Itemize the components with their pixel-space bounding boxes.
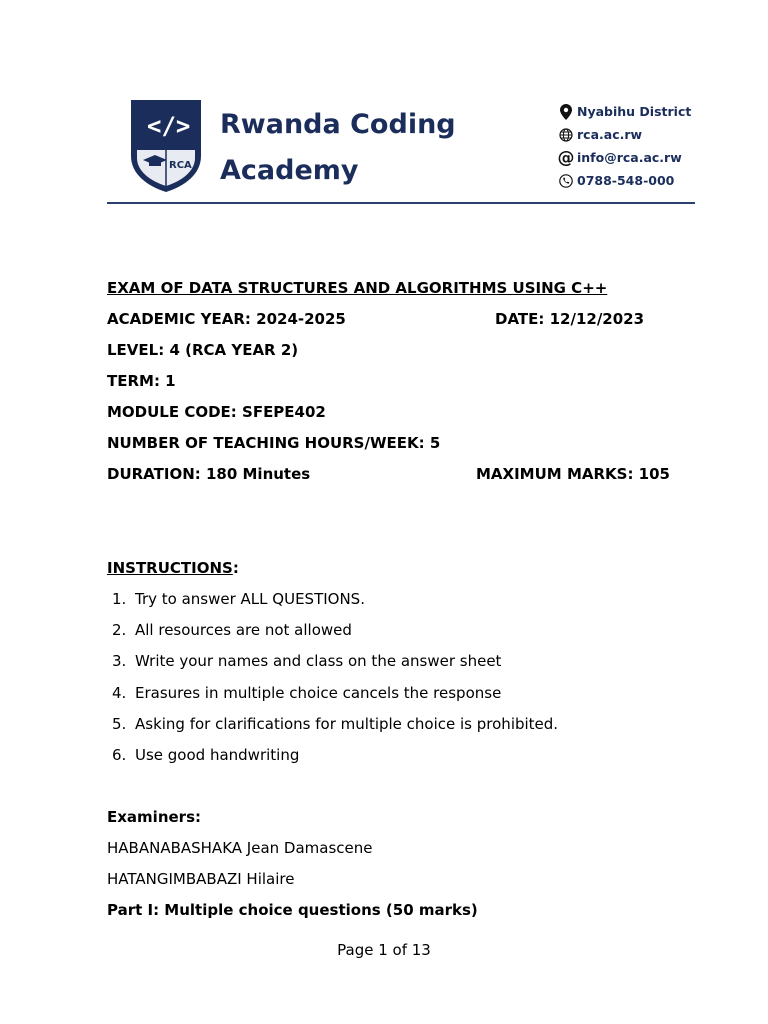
term-row bbox=[107, 370, 697, 401]
instructions-list bbox=[107, 588, 697, 775]
website-text: rca.ac.rw bbox=[577, 127, 643, 142]
list-item: 4. Erasures in multiple choice cancels the response bbox=[112, 683, 502, 702]
instructions-section bbox=[107, 557, 697, 775]
header-divider bbox=[107, 202, 695, 204]
module-code: MODULE CODE: SFEPE402 bbox=[107, 403, 326, 421]
exam-title-row bbox=[107, 277, 697, 308]
email-text: info@rca.ac.rw bbox=[577, 150, 682, 165]
academy-name-line1: Rwanda Coding bbox=[220, 109, 456, 140]
phone-text: 0788-548-000 bbox=[577, 173, 675, 188]
examiner-name: HATANGIMBABAZI Hilaire bbox=[107, 870, 295, 888]
academic-year: ACADEMIC YEAR: 2024-2025 bbox=[107, 310, 346, 328]
examiner-name: HABANABASHAKA Jean Damascene bbox=[107, 839, 373, 857]
maximum-marks: MAXIMUM MARKS: 105 bbox=[476, 465, 670, 483]
list-item: 2. All resources are not allowed bbox=[112, 621, 352, 640]
svg-text:</>: </> bbox=[147, 112, 191, 140]
list-item: 6. Use good handwriting bbox=[112, 745, 300, 764]
academy-name bbox=[220, 102, 480, 194]
examiners-section bbox=[107, 806, 697, 930]
exam-date: DATE: 12/12/2023 bbox=[495, 310, 645, 328]
contact-email bbox=[558, 146, 695, 169]
list-item: 1. Try to answer ALL QUESTIONS. bbox=[112, 590, 365, 608]
exam-title: EXAM OF DATA STRUCTURES AND ALGORITHMS USING C++ bbox=[107, 279, 608, 297]
location-text: Nyabihu District bbox=[577, 104, 692, 119]
contact-block bbox=[558, 100, 695, 192]
contact-phone bbox=[558, 169, 695, 192]
contact-location bbox=[558, 100, 695, 123]
instructions-heading: INSTRUCTIONS: bbox=[107, 559, 239, 577]
globe-icon bbox=[558, 127, 574, 143]
at-sign-icon: @ bbox=[557, 147, 575, 168]
module-code-row bbox=[107, 401, 697, 432]
duration-row bbox=[107, 463, 697, 494]
academic-year-row bbox=[107, 308, 697, 339]
level: LEVEL: 4 (RCA YEAR 2) bbox=[107, 341, 299, 359]
teaching-hours: NUMBER OF TEACHING HOURS/WEEK: 5 bbox=[107, 434, 441, 452]
duration: DURATION: 180 Minutes bbox=[107, 465, 311, 483]
academy-name-line2: Academy bbox=[220, 155, 359, 186]
page-number: Page 1 of 13 bbox=[337, 941, 431, 959]
list-item: 3. Write your names and class on the answer sheet bbox=[112, 652, 502, 671]
teaching-hours-row bbox=[107, 432, 697, 463]
location-pin-icon bbox=[558, 104, 574, 120]
level-row bbox=[107, 339, 697, 370]
list-item: 5. Asking for clarifications for multiple choice is prohibited. bbox=[112, 714, 559, 733]
part-one-heading: Part I: Multiple choice questions (50 marks) bbox=[107, 901, 478, 919]
phone-icon bbox=[558, 173, 574, 189]
letterhead bbox=[107, 96, 695, 204]
exam-info bbox=[107, 277, 697, 494]
examiners-heading: Examiners: bbox=[107, 808, 201, 826]
contact-website bbox=[558, 123, 695, 146]
rca-logo bbox=[127, 98, 205, 194]
term: TERM: 1 bbox=[107, 372, 176, 390]
svg-text:RCA: RCA bbox=[169, 160, 192, 171]
